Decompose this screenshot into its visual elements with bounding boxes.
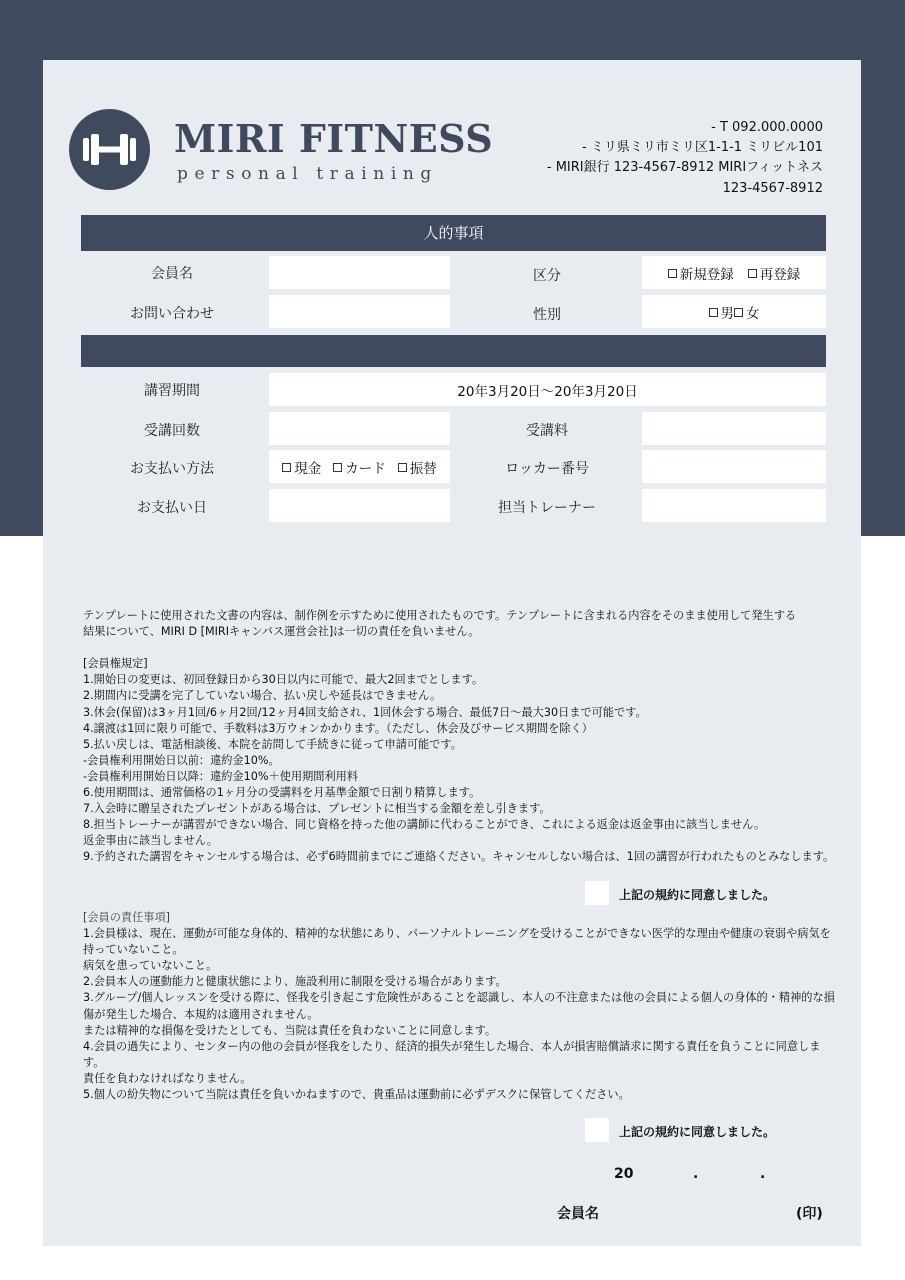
contact-phone: - T 092.000.0000 xyxy=(711,120,823,135)
payment-date-field[interactable] xyxy=(269,489,450,522)
agree-checkbox-membership[interactable] xyxy=(585,881,609,905)
disclaimer-line: テンプレートに使用された文書の内容は、制作例を示すために使用されたものです。テンプレートに含まれる内容をそのまま使用して発生する xyxy=(83,609,797,622)
liability-rule: 4.会員の過失により、センター内の他の会員が怪我をしたり、経済的損失が発生した場合、本人が損害賠償請求に関する責任を負うことに同意しま xyxy=(83,1039,821,1053)
liability-rule: す。 xyxy=(83,1055,105,1069)
payment-method-options xyxy=(269,450,450,483)
contact-label: お問い合わせ xyxy=(130,306,214,322)
payment-cash-option[interactable] xyxy=(282,457,321,477)
checkbox-icon xyxy=(668,269,677,278)
gender-female-label: 女 xyxy=(746,305,760,322)
category-label: 区分 xyxy=(533,268,561,284)
checkbox-icon xyxy=(282,463,291,472)
membership-rule: 6.使用期間は、通常価格の1ヶ月分の受講料を月基準金額で日割り精算します。 xyxy=(83,786,481,800)
payment-method-label: お支払い方法 xyxy=(130,461,214,477)
footer-member-name-label: 会員名 xyxy=(557,1206,599,1222)
gender-male-label: 男 xyxy=(720,305,734,322)
contact-bank: - MIRI銀行 123-4567-8912 MIRIフィットネス xyxy=(546,160,823,176)
membership-rule: 9.予約された講習をキャンセルする場合は、必ず6時間前までにご連絡ください。キャンセルしない場合は、1回の講習が行われたものとみなします。 xyxy=(83,850,835,864)
liability-rule: 2.会員本人の運動能力と健康状態により、施設利用に制限を受ける場合があります。 xyxy=(83,975,507,989)
payment-transfer-label: 振替 xyxy=(409,460,437,477)
gender-female-option[interactable] xyxy=(734,302,760,322)
gender-options xyxy=(642,295,826,328)
payment-cash-label: 現金 xyxy=(294,460,322,477)
fee-label: 受講料 xyxy=(526,423,568,439)
contact-address: - ミリ県ミリ市ミリ区1-1-1 ミリビル101 xyxy=(582,140,823,156)
checkbox-icon xyxy=(748,269,757,278)
liability-rule: 傷が発生した場合、本規約は適用されません。 xyxy=(83,1007,319,1021)
brand-name: MIRI FITNESS xyxy=(174,116,494,161)
section-header-course xyxy=(81,335,826,367)
liability-rule: または精神的な損傷を受けたとしても、当院は責任を負わないことに同意します。 xyxy=(83,1023,497,1037)
liability-rule: 責任を負わなければなりません。 xyxy=(83,1071,252,1085)
period-field[interactable]: 20年3月20日～20年3月20日 xyxy=(269,373,826,406)
brand-tagline: personal training xyxy=(177,164,438,184)
liability-rule: 1.会員様は、現在、運動が可能な身体的、精神的な状態にあり、パーソナルトレーニングを受けることができない医学的な理由や健康の衰弱や病気を xyxy=(83,927,831,941)
date-separator: . xyxy=(760,1166,766,1182)
membership-rule: 1.開始日の変更は、初回登録日から30日以内に可能で、最大2回までとします。 xyxy=(83,673,484,687)
contact-account: 123-4567-8912 xyxy=(722,180,823,196)
liability-rule: 5.個人の紛失物について当院は責任を負いかねますので、貴重品は運動前に必ずデスクに保管してください。 xyxy=(83,1088,630,1102)
trainer-field[interactable] xyxy=(642,489,826,522)
liability-rule: 持っていないこと。 xyxy=(83,943,184,957)
category-renew-option[interactable] xyxy=(748,263,801,283)
dumbbell-icon xyxy=(69,109,150,190)
liability-rule: 3.グループ/個人レッスンを受ける際に、怪我を引き起こす危険性があることを認識し、本人の不注意または他の会員による個人の身体的・精神的な損 xyxy=(83,991,835,1005)
category-renew-label: 再登録 xyxy=(759,266,801,283)
liability-title: [会員の責任事項] xyxy=(83,911,171,924)
member-name-label: 会員名 xyxy=(151,266,193,282)
membership-rule: 5.払い戻しは、電話相談後、本院を訪問して手続きに従って申請可能です。 xyxy=(83,737,462,751)
seal-label: (印) xyxy=(796,1206,823,1222)
gender-male-option[interactable] xyxy=(709,302,735,322)
locker-field[interactable] xyxy=(642,450,826,483)
checkbox-icon xyxy=(709,308,718,317)
sessions-label: 受講回数 xyxy=(144,423,200,439)
agree-label-liability: 上記の規約に同意しました。 xyxy=(619,1125,776,1139)
membership-rule: 3.休会(保留)は3ヶ月1回/6ヶ月2回/12ヶ月4回支給され、1回休会する場合、最低7日～最大30日まで可能です。 xyxy=(83,705,647,719)
liability-terms xyxy=(83,910,848,1103)
category-new-option[interactable] xyxy=(668,263,734,283)
membership-rule: 返金事由に該当しません。 xyxy=(83,834,218,848)
locker-label: ロッカー番号 xyxy=(505,461,589,477)
payment-transfer-option[interactable] xyxy=(398,457,437,477)
gender-label: 性別 xyxy=(533,307,561,323)
trainer-label: 担当トレーナー xyxy=(498,500,596,516)
section-header-personal: 人的事項 xyxy=(81,215,826,251)
category-options xyxy=(642,256,826,289)
membership-rule: 8.担当トレーナーが講習ができない場合、同じ資格を持った他の講師に代わることができ、これによる返金は返金事由に該当しません。 xyxy=(83,818,766,832)
checkbox-icon xyxy=(398,463,407,472)
period-label: 講習期間 xyxy=(144,383,200,399)
contact-info xyxy=(547,118,823,199)
payment-card-label: カード xyxy=(345,460,386,477)
liability-rule: 病気を患っていないこと。 xyxy=(83,959,218,973)
agree-checkbox-liability[interactable] xyxy=(585,1118,609,1142)
date-year-prefix: 20 xyxy=(614,1166,634,1182)
payment-date-label: お支払い日 xyxy=(137,500,207,516)
membership-rule: 4.譲渡は1回に限り可能で、手数料は3万ウォンかかります。（ただし、休会及びサービス期間を除く） xyxy=(83,721,593,735)
category-new-label: 新規登録 xyxy=(679,266,734,283)
membership-title: [会員権規定] xyxy=(83,657,148,671)
checkbox-icon xyxy=(734,308,743,317)
date-separator: . xyxy=(693,1166,699,1182)
agree-label-membership: 上記の規約に同意しました。 xyxy=(619,888,776,902)
member-name-field[interactable] xyxy=(269,256,450,289)
checkbox-icon xyxy=(333,463,342,472)
fee-field[interactable] xyxy=(642,412,826,445)
dumbbell-logo xyxy=(69,109,150,190)
payment-card-option[interactable] xyxy=(333,457,386,477)
disclaimer-line: 結果について、MIRI D [MIRIキャンバス運営会社]は一切の責任を負いません。 xyxy=(83,625,480,639)
membership-terms xyxy=(83,608,848,866)
membership-rule: -会員権利用開始日以降：違約金10%＋使用期間利用料 xyxy=(83,769,359,783)
spacer xyxy=(83,640,848,656)
membership-rule: 7.入会時に贈呈されたプレゼントがある場合は、プレゼントに相当する金額を差し引きます。 xyxy=(83,802,551,816)
membership-rule: -会員権利用開始日以前：違約金10%。 xyxy=(83,753,280,767)
sessions-field[interactable] xyxy=(269,412,450,445)
contact-field[interactable] xyxy=(269,295,450,328)
membership-rule: 2.期間内に受講を完了していない場合、払い戻しや延長はできません。 xyxy=(83,689,442,703)
